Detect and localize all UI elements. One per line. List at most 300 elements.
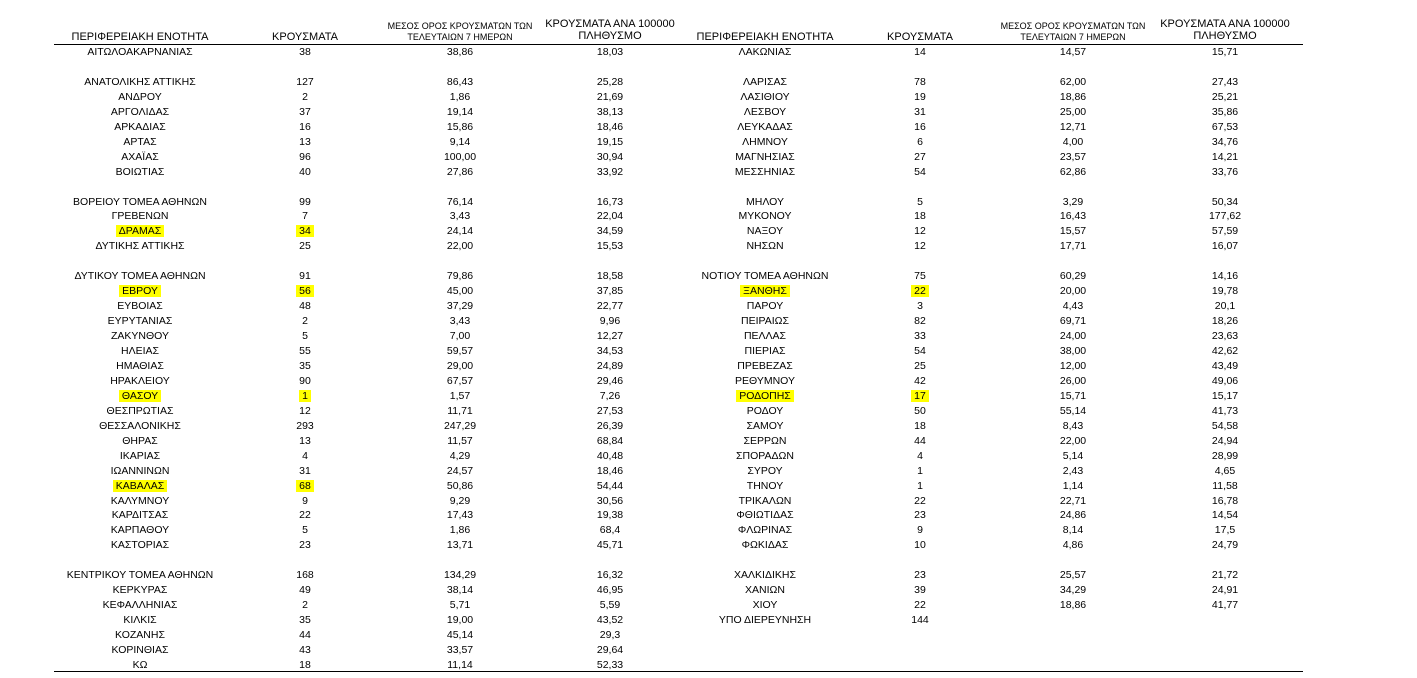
cell-cases (260, 166, 350, 179)
per100k-value: 15,53 (596, 240, 624, 253)
cell-region (685, 569, 845, 582)
per100k-value: 42,62 (1211, 345, 1239, 357)
cell-cases (875, 599, 965, 612)
cell-region (60, 225, 220, 238)
per100k-value: 27,53 (596, 404, 624, 417)
avg7-value: 50,86 (446, 479, 474, 492)
region-value: ΘΑΣΟΥ (119, 390, 161, 402)
cell-region (60, 465, 220, 478)
cell-avg7 (380, 345, 540, 358)
cell-region (60, 240, 220, 253)
cell-cases (260, 136, 350, 149)
cell-cases (875, 151, 965, 164)
per100k-value: 30,56 (596, 494, 624, 507)
cell-region (60, 435, 220, 448)
region-value: ΛΗΜΝΟΥ (742, 135, 788, 148)
cell-region (685, 420, 845, 433)
region-value: ΚΑΣΤΟΡΙΑΣ (110, 539, 170, 552)
cell-cases (875, 539, 965, 552)
region-value: ΡΟΔΟΥ (746, 404, 784, 417)
cell-per100k (525, 76, 695, 89)
cell-cases (875, 614, 965, 627)
cell-cases (875, 465, 965, 478)
header-per100k-left-1: ΚΡΟΥΣΜΑΤΑ ΑΝΑ 100000 (545, 18, 675, 30)
cell-avg7 (380, 91, 540, 104)
per100k-value: 50,34 (1211, 195, 1239, 208)
per100k-value: 22,77 (596, 300, 624, 313)
cell-per100k (525, 210, 695, 223)
cell-region (685, 196, 845, 209)
cell-avg7 (380, 196, 540, 209)
cell-cases (260, 644, 350, 657)
cases-value: 54 (914, 345, 926, 357)
per100k-value: 7,26 (599, 389, 621, 402)
cell-cases (875, 450, 965, 463)
cases-value: 13 (299, 434, 311, 447)
region-value: ΠΕΛΛΑΣ (743, 330, 787, 343)
cases-value: 23 (914, 569, 926, 582)
cell-cases (260, 330, 350, 343)
avg7-value: 62,86 (1059, 165, 1087, 178)
avg7-value: 22,00 (1059, 434, 1087, 447)
cell-per100k (1140, 375, 1310, 388)
cell-cases (260, 285, 350, 298)
region-value: ΚΕΦΑΛΛΗΝΙΑΣ (102, 599, 178, 612)
cases-value: 75 (914, 270, 926, 283)
cell-per100k (525, 480, 695, 493)
cell-avg7 (380, 629, 540, 642)
cell-per100k (1140, 524, 1310, 537)
cell-per100k (525, 360, 695, 373)
region-value: ΠΙΕΡΙΑΣ (744, 345, 786, 357)
cases-value: 127 (296, 75, 314, 88)
avg7-value: 1,14 (1062, 479, 1084, 492)
avg7-value: 23,57 (1059, 150, 1087, 163)
cases-value: 12 (914, 240, 926, 253)
cell-region (685, 330, 845, 343)
cases-value: 10 (914, 539, 926, 552)
cell-per100k (525, 136, 695, 149)
avg7-value: 19,14 (446, 105, 474, 118)
cell-cases (875, 375, 965, 388)
cell-avg7 (993, 569, 1153, 582)
avg7-value: 86,43 (446, 75, 474, 88)
cases-value: 56 (296, 285, 314, 297)
cases-value: 35 (299, 359, 311, 372)
per100k-value: 52,33 (596, 658, 624, 671)
cases-value: 4 (917, 449, 923, 462)
cell-avg7 (993, 285, 1153, 298)
avg7-value: 15,86 (446, 120, 474, 133)
region-value: ΡΟΔΟΠΗΣ (736, 390, 794, 402)
cases-value: 16 (914, 120, 926, 133)
cases-value: 90 (299, 374, 311, 387)
avg7-value: 69,71 (1059, 315, 1087, 328)
region-value: ΣΠΟΡΑΔΩΝ (736, 449, 794, 462)
region-value: ΧΙΟΥ (752, 599, 778, 612)
region-value: ΧΑΛΚΙΔΙΚΗΣ (734, 569, 796, 582)
cell-region (685, 435, 845, 448)
cell-cases (875, 509, 965, 522)
avg7-value: 67,57 (446, 374, 474, 387)
per100k-value: 34,53 (596, 345, 624, 357)
region-value: ΑΙΤΩΛΟΑΚΑΡΝΑΝΙΑΣ (87, 46, 193, 58)
region-value: ΗΜΑΘΙΑΣ (116, 359, 164, 372)
per100k-value: 14,16 (1211, 270, 1239, 283)
cell-avg7 (993, 76, 1153, 89)
per100k-value: 28,99 (1211, 449, 1239, 462)
per100k-value: 49,06 (1211, 374, 1239, 387)
region-value: ΚΟΡΙΝΘΙΑΣ (111, 644, 169, 656)
cell-region (60, 166, 220, 179)
region-value: ΛΑΣΙΘΙΟΥ (740, 90, 790, 103)
cell-per100k (1140, 91, 1310, 104)
cell-cases (875, 196, 965, 209)
cell-region (60, 76, 220, 89)
region-value: ΚΕΡΚΥΡΑΣ (112, 584, 168, 597)
cases-value: 12 (299, 404, 311, 417)
cell-cases (875, 569, 965, 582)
avg7-value: 13,71 (446, 539, 474, 552)
cell-cases (260, 151, 350, 164)
cell-per100k (1140, 435, 1310, 448)
cell-cases (875, 240, 965, 253)
region-value: ΝΗΣΩΝ (746, 240, 784, 253)
cell-cases (260, 196, 350, 209)
per100k-value: 34,59 (596, 225, 624, 238)
cell-per100k (1140, 285, 1310, 298)
cell-avg7 (993, 524, 1153, 537)
cell-region (60, 405, 220, 418)
cell-avg7 (993, 480, 1153, 493)
per100k-value: 17,5 (1214, 524, 1236, 537)
avg7-value: 5,14 (1062, 449, 1084, 462)
cell-cases (260, 345, 350, 358)
cell-region (685, 300, 845, 313)
cell-per100k (525, 121, 695, 134)
per100k-value: 24,91 (1211, 584, 1239, 597)
cell-region (60, 360, 220, 373)
cell-avg7 (993, 465, 1153, 478)
cell-per100k (525, 166, 695, 179)
region-value: ΘΗΡΑΣ (122, 434, 158, 447)
region-value: ΘΕΣΠΡΩΤΙΑΣ (106, 404, 174, 417)
cell-per100k (1140, 390, 1310, 403)
cell-avg7 (380, 121, 540, 134)
cell-per100k (1140, 300, 1310, 313)
cell-per100k (525, 629, 695, 642)
per100k-value: 21,72 (1211, 569, 1239, 582)
cell-per100k (525, 495, 695, 508)
region-value: ΠΑΡΟΥ (746, 300, 784, 313)
region-value: ΣΑΜΟΥ (746, 419, 784, 432)
cell-avg7 (380, 166, 540, 179)
cell-region (60, 91, 220, 104)
cell-region (685, 465, 845, 478)
region-value: ΒΟΙΩΤΙΑΣ (115, 165, 165, 178)
header-per100k-left-2: ΠΛΗΘΥΣΜΟ (578, 30, 642, 42)
region-value: ΚΑΡΔΙΤΣΑΣ (111, 509, 169, 522)
cell-avg7 (380, 240, 540, 253)
avg7-value: 29,00 (446, 359, 474, 372)
cases-value: 5 (917, 195, 923, 208)
cell-per100k (525, 539, 695, 552)
cell-cases (875, 136, 965, 149)
cell-region (685, 539, 845, 552)
cases-value: 40 (299, 165, 311, 178)
header-avg7-left-1: ΜΕΣΟΣ ΟΡΟΣ ΚΡΟΥΣΜΑΤΩΝ ΤΩΝ (387, 21, 533, 31)
region-value: ΠΕΙΡΑΙΩΣ (741, 315, 789, 328)
avg7-value: 38,86 (446, 46, 474, 58)
cases-value: 25 (299, 240, 311, 253)
cell-per100k (525, 420, 695, 433)
per100k-value: 9,96 (599, 315, 621, 328)
cell-per100k (1140, 450, 1310, 463)
cases-value: 16 (299, 120, 311, 133)
cell-per100k (1140, 405, 1310, 418)
region-value: ΑΝΑΤΟΛΙΚΗΣ ΑΤΤΙΚΗΣ (84, 75, 196, 88)
cell-avg7 (380, 450, 540, 463)
per100k-value: 38,13 (596, 105, 624, 118)
cases-value: 38 (299, 46, 311, 58)
per100k-value: 16,78 (1211, 494, 1239, 507)
cell-region (685, 106, 845, 119)
cell-region (60, 614, 220, 627)
cell-avg7 (380, 375, 540, 388)
avg7-value: 15,71 (1059, 389, 1087, 402)
header-region-right: ΠΕΡΙΦΕΡΕΙΑΚΗ ΕΝΟΤΗΤΑ (696, 31, 834, 43)
region-value: ΛΑΡΙΣΑΣ (743, 75, 787, 88)
region-value: ΚΑΒΑΛΑΣ (113, 480, 168, 492)
cell-cases (260, 509, 350, 522)
cases-value: 3 (917, 300, 923, 313)
avg7-value: 134,29 (443, 569, 477, 582)
cell-per100k (525, 315, 695, 328)
per100k-value: 24,79 (1211, 539, 1239, 552)
cell-region (685, 91, 845, 104)
cell-per100k (1140, 420, 1310, 433)
cases-value: 68 (296, 480, 314, 492)
cell-per100k (1140, 330, 1310, 343)
cell-region (60, 270, 220, 283)
cell-region (685, 285, 845, 298)
region-value: ΤΗΝΟΥ (746, 479, 784, 492)
cell-region (685, 405, 845, 418)
cell-per100k (525, 405, 695, 418)
cell-avg7 (380, 360, 540, 373)
per100k-value: 177,62 (1208, 210, 1242, 223)
cell-region (685, 614, 845, 627)
per100k-value: 22,04 (596, 210, 624, 223)
cell-avg7 (380, 569, 540, 582)
cell-cases (875, 121, 965, 134)
per100k-value: 24,89 (596, 359, 624, 372)
region-value: ΑΡΤΑΣ (123, 135, 157, 148)
region-value: ΜΗΛΟΥ (746, 195, 784, 208)
region-value: ΕΒΡΟΥ (119, 285, 161, 297)
avg7-value: 79,86 (446, 270, 474, 283)
cell-region (60, 106, 220, 119)
cases-value: 44 (299, 629, 311, 642)
avg7-value: 8,14 (1062, 524, 1084, 537)
cell-cases (260, 495, 350, 508)
cell-avg7 (993, 315, 1153, 328)
cell-avg7 (380, 405, 540, 418)
cell-cases (875, 360, 965, 373)
cell-avg7 (380, 300, 540, 313)
region-value: ΑΡΚΑΔΙΑΣ (114, 120, 166, 133)
cell-cases (260, 569, 350, 582)
cell-avg7 (993, 225, 1153, 238)
header-avg7-right-1: ΜΕΣΟΣ ΟΡΟΣ ΚΡΟΥΣΜΑΤΩΝ ΤΩΝ (1000, 21, 1146, 31)
avg7-value: 4,00 (1062, 135, 1084, 148)
cell-per100k (525, 509, 695, 522)
cell-region (60, 300, 220, 313)
cell-avg7 (380, 524, 540, 537)
cases-value: 23 (299, 539, 311, 552)
cell-per100k (1140, 584, 1310, 597)
cell-cases (875, 91, 965, 104)
cell-cases (260, 524, 350, 537)
cell-cases (875, 330, 965, 343)
cell-per100k (1140, 569, 1310, 582)
cell-cases (260, 435, 350, 448)
cell-per100k (525, 345, 695, 358)
region-value: ΛΕΣΒΟΥ (743, 105, 787, 118)
cases-value: 9 (917, 524, 923, 537)
avg7-value: 22,71 (1059, 494, 1087, 507)
cell-per100k (525, 524, 695, 537)
avg7-value: 4,29 (449, 449, 471, 462)
avg7-value: 19,00 (446, 614, 474, 627)
cell-region (60, 599, 220, 612)
cell-avg7 (380, 644, 540, 657)
cell-per100k (525, 644, 695, 657)
cell-cases (260, 210, 350, 223)
cell-cases (875, 166, 965, 179)
avg7-value: 45,00 (446, 285, 474, 298)
avg7-value: 12,71 (1059, 120, 1087, 133)
cell-region (60, 46, 220, 59)
cell-per100k (525, 330, 695, 343)
region-value: ΣΕΡΡΩΝ (743, 434, 787, 447)
cell-cases (260, 450, 350, 463)
per100k-value: 27,43 (1211, 75, 1239, 88)
avg7-value: 9,14 (449, 135, 471, 148)
cases-value: 2 (302, 315, 308, 328)
cell-region (685, 46, 845, 59)
avg7-value: 3,43 (449, 315, 471, 328)
cases-value: 39 (914, 584, 926, 597)
cell-cases (260, 539, 350, 552)
cell-avg7 (380, 614, 540, 627)
per100k-value: 41,73 (1211, 404, 1239, 417)
cell-avg7 (380, 76, 540, 89)
cases-value: 31 (299, 464, 311, 477)
cases-value: 4 (302, 449, 308, 462)
cell-per100k (1140, 480, 1310, 493)
per100k-value: 41,77 (1211, 599, 1239, 612)
cell-cases (260, 465, 350, 478)
cell-avg7 (380, 225, 540, 238)
cell-avg7 (993, 91, 1153, 104)
cases-value: 35 (299, 614, 311, 627)
avg7-value: 18,86 (1059, 90, 1087, 103)
cell-region (60, 495, 220, 508)
per100k-value: 18,46 (596, 464, 624, 477)
region-value: ΜΥΚΟΝΟΥ (738, 210, 792, 223)
cell-per100k (1140, 136, 1310, 149)
region-value: ΤΡΙΚΑΛΩΝ (738, 494, 792, 507)
cell-per100k (525, 270, 695, 283)
avg7-value: 22,00 (446, 240, 474, 253)
cases-value: 27 (914, 150, 926, 163)
region-value: ΠΡΕΒΕΖΑΣ (737, 359, 793, 372)
cell-cases (875, 76, 965, 89)
avg7-value: 4,43 (1062, 300, 1084, 313)
cell-per100k (1140, 46, 1310, 59)
region-value: ΖΑΚΥΝΘΟΥ (110, 330, 169, 343)
cell-region (60, 659, 220, 672)
cell-per100k (1140, 345, 1310, 358)
cell-cases (875, 315, 965, 328)
cell-cases (260, 420, 350, 433)
per100k-value: 68,84 (596, 434, 624, 447)
cell-per100k (1140, 270, 1310, 283)
cell-per100k (525, 465, 695, 478)
cell-cases (875, 46, 965, 59)
cell-per100k (525, 225, 695, 238)
cases-value: 48 (299, 300, 311, 313)
per100k-value: 14,21 (1211, 150, 1239, 163)
cell-region (60, 629, 220, 642)
region-value: ΗΛΕΙΑΣ (120, 345, 159, 357)
cell-per100k (525, 300, 695, 313)
per100k-value: 18,58 (596, 270, 624, 283)
cell-avg7 (993, 539, 1153, 552)
cell-avg7 (380, 465, 540, 478)
cell-region (685, 76, 845, 89)
per100k-value: 67,53 (1211, 120, 1239, 133)
cell-cases (875, 345, 965, 358)
cell-cases (260, 121, 350, 134)
cases-value: 42 (914, 374, 926, 387)
cell-region (685, 584, 845, 597)
cell-avg7 (993, 450, 1153, 463)
cases-value: 13 (299, 135, 311, 148)
cell-cases (260, 106, 350, 119)
per100k-value: 11,58 (1212, 479, 1238, 492)
region-value: ΜΑΓΝΗΣΙΑΣ (735, 150, 795, 163)
cases-value: 18 (299, 658, 311, 671)
cell-avg7 (993, 136, 1153, 149)
per100k-value: 54,44 (596, 479, 624, 492)
cases-value: 54 (914, 165, 926, 178)
per100k-value: 19,78 (1211, 285, 1239, 298)
cell-region (685, 495, 845, 508)
cell-avg7 (993, 210, 1153, 223)
avg7-value: 9,29 (449, 494, 471, 507)
cases-value: 50 (914, 404, 926, 417)
cell-per100k (1140, 210, 1310, 223)
cell-cases (875, 210, 965, 223)
cell-region (60, 196, 220, 209)
cell-cases (260, 375, 350, 388)
cases-value: 22 (911, 285, 929, 297)
per100k-value: 35,86 (1211, 105, 1239, 118)
region-value: ΓΡΕΒΕΝΩΝ (111, 210, 169, 223)
cell-cases (875, 270, 965, 283)
